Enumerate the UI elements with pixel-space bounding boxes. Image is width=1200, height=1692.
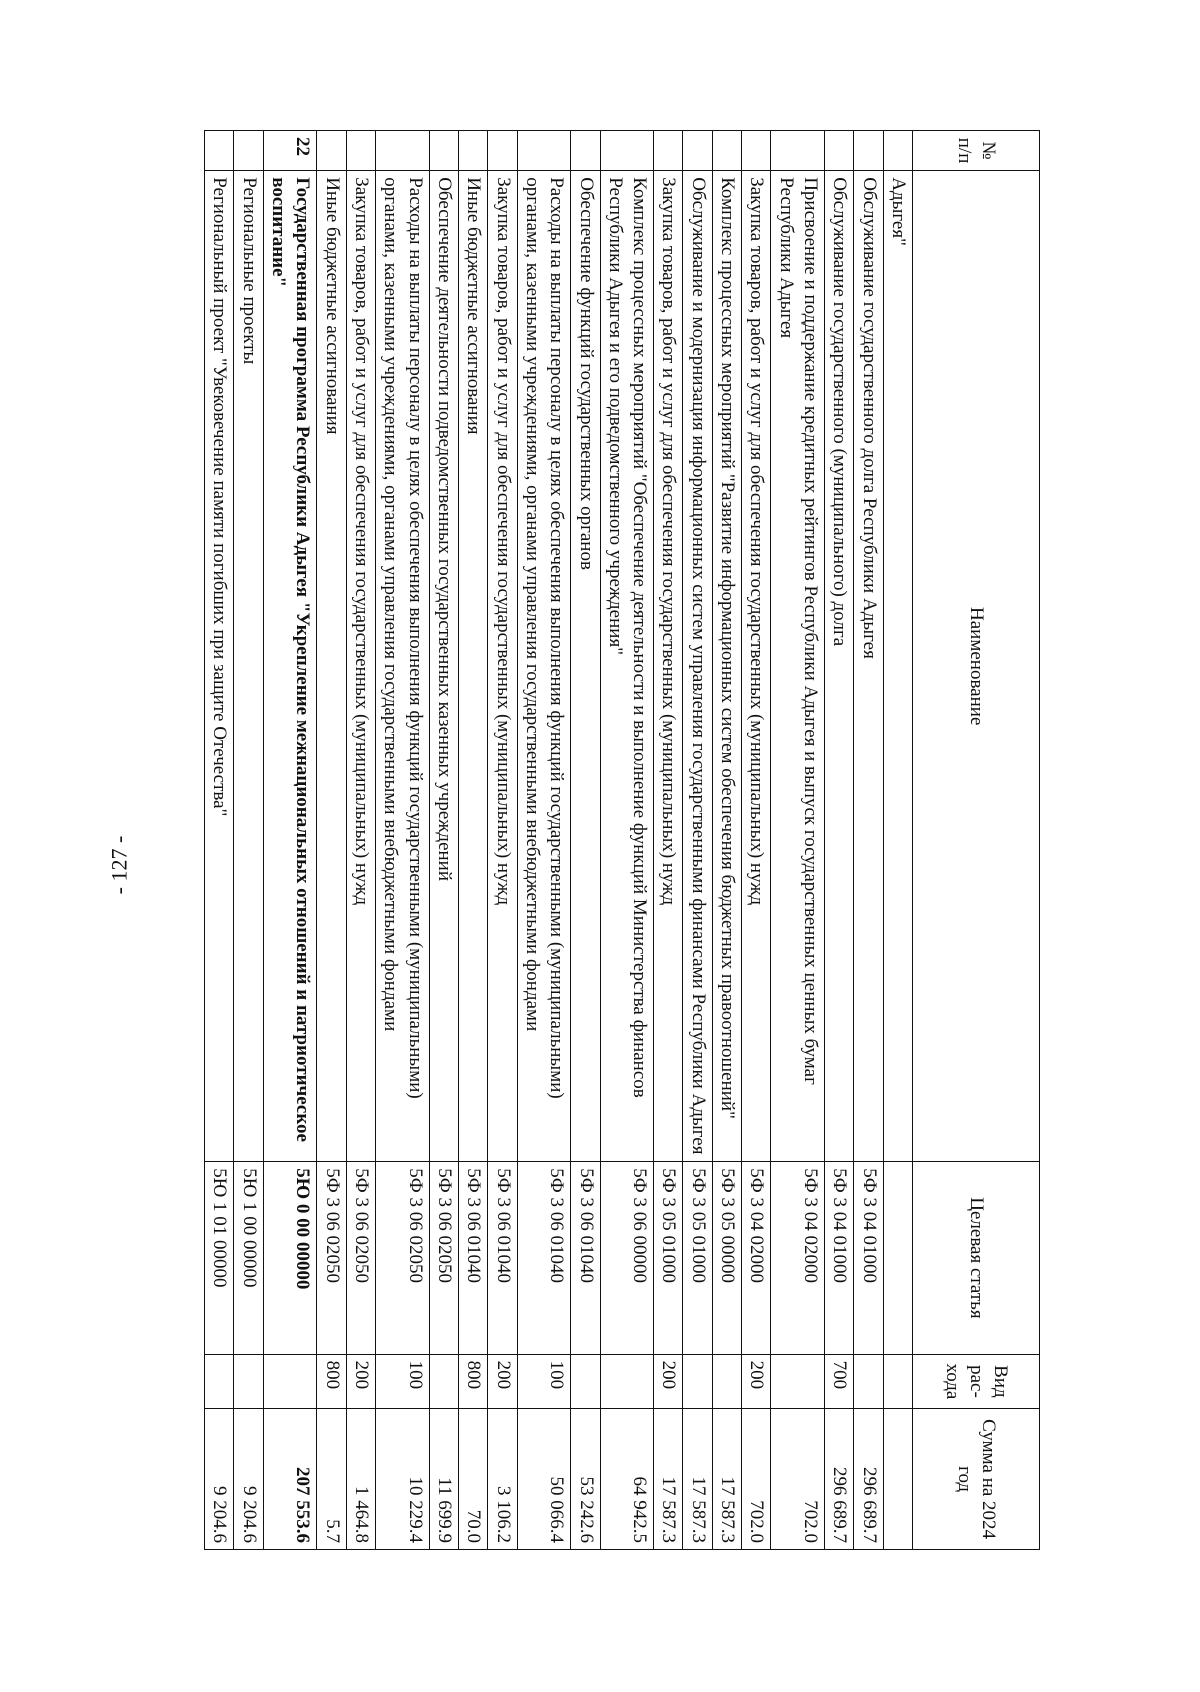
cell-target-code: 5Ф 3 06 02050 <box>346 1162 375 1354</box>
cell-target-code: 5Ф 3 06 01040 <box>488 1162 517 1354</box>
cell-name: Закупка товаров, работ и услуг для обеспечения государственных (муниципальных) нужд <box>654 171 683 1162</box>
cell-sum: 50 066.4 <box>517 1409 571 1550</box>
cell-target-code: 5Ю 1 01 00000 <box>205 1162 234 1354</box>
header-expense-kind: Вид рас-хода <box>913 1354 1040 1409</box>
cell-sum: 17 587.3 <box>654 1409 683 1550</box>
cell-name: Обеспечение деятельности подведомственных государственных казенных учреждений <box>429 171 458 1162</box>
cell-expense-kind: 200 <box>742 1354 771 1409</box>
cell-name: Обслуживание и модернизация информационных систем управления государственными финансами Республики Адыгея <box>683 171 712 1162</box>
cell-expense-kind <box>883 1354 912 1409</box>
header-target-code: Целевая статья <box>913 1162 1040 1354</box>
cell-target-code: 5Ю 1 00 00000 <box>234 1162 263 1354</box>
cell-expense-kind: 200 <box>654 1354 683 1409</box>
table-row <box>825 131 854 1550</box>
header-sum-2024: Сумма на 2024 год <box>913 1409 1040 1550</box>
table-row <box>346 131 375 1550</box>
cell-target-code: 5Ф 3 06 00000 <box>600 1162 654 1354</box>
cell-number <box>488 131 517 171</box>
cell-number <box>825 131 854 171</box>
cell-sum: 296 689.7 <box>825 1409 854 1550</box>
table-row <box>317 131 346 1550</box>
page-number: - 127 - <box>106 835 132 895</box>
cell-name: Закупка товаров, работ и услуг для обеспечения государственных (муниципальных) нужд <box>488 171 517 1162</box>
cell-number <box>205 131 234 171</box>
cell-expense-kind <box>771 1354 825 1409</box>
cell-sum: 70.0 <box>459 1409 488 1550</box>
header-name: Наименование <box>913 171 1040 1162</box>
budget-table <box>204 130 1040 1550</box>
table-body <box>205 131 913 1550</box>
cell-target-code: 5Ф 3 06 01040 <box>459 1162 488 1354</box>
cell-number <box>571 131 600 171</box>
cell-expense-kind <box>571 1354 600 1409</box>
cell-target-code: 5Ю 0 00 00000 <box>263 1162 317 1354</box>
table-row <box>263 131 317 1550</box>
cell-target-code: 5Ф 3 05 00000 <box>712 1162 741 1354</box>
table-row <box>683 131 712 1550</box>
cell-target-code: 5Ф 3 06 02050 <box>376 1162 430 1354</box>
cell-name: Иные бюджетные ассигнования <box>317 171 346 1162</box>
cell-number <box>517 131 571 171</box>
cell-expense-kind: 200 <box>488 1354 517 1409</box>
cell-number: 22 <box>263 131 317 171</box>
cell-sum: 10 229.4 <box>376 1409 430 1550</box>
cell-target-code <box>883 1162 912 1354</box>
cell-sum <box>883 1409 912 1550</box>
cell-expense-kind <box>683 1354 712 1409</box>
table-row <box>600 131 654 1550</box>
cell-name: Расходы на выплаты персоналу в целях обеспечения выполнения функций государственными (муниципальными) органами, казенными учреждениями, органами управления государственными внебюджетными фондами <box>376 171 430 1162</box>
cell-expense-kind: 100 <box>517 1354 571 1409</box>
cell-target-code: 5Ф 3 04 01000 <box>825 1162 854 1354</box>
header-number: № п/п <box>913 131 1040 171</box>
cell-target-code: 5Ф 3 06 02050 <box>317 1162 346 1354</box>
cell-name: Адыгея" <box>883 171 912 1162</box>
cell-target-code: 5Ф 3 04 01000 <box>854 1162 883 1354</box>
cell-expense-kind: 800 <box>459 1354 488 1409</box>
table-header-row <box>913 131 1040 1550</box>
table-row <box>654 131 683 1550</box>
cell-number <box>429 131 458 171</box>
cell-sum: 5.7 <box>317 1409 346 1550</box>
cell-expense-kind <box>263 1354 317 1409</box>
table-row <box>205 131 234 1550</box>
cell-name: Комплекс процессных мероприятий "Обеспечение деятельности и выполнение функций Министерства финансов Республики Адыгея и его подведомственного учреждения" <box>600 171 654 1162</box>
table-row <box>517 131 571 1550</box>
cell-name: Региональные проекты <box>234 171 263 1162</box>
cell-expense-kind <box>600 1354 654 1409</box>
cell-expense-kind: 800 <box>317 1354 346 1409</box>
cell-sum: 702.0 <box>771 1409 825 1550</box>
cell-sum: 53 242.6 <box>571 1409 600 1550</box>
table-row <box>742 131 771 1550</box>
cell-expense-kind <box>854 1354 883 1409</box>
table-row <box>488 131 517 1550</box>
table-row <box>376 131 430 1550</box>
cell-expense-kind <box>234 1354 263 1409</box>
cell-name: Закупка товаров, работ и услуг для обеспечения государственных (муниципальных) нужд <box>346 171 375 1162</box>
cell-sum: 207 553.6 <box>263 1409 317 1550</box>
cell-name: Комплекс процессных мероприятий "Развитие информационных систем обеспечения бюджетных правоотношений" <box>712 171 741 1162</box>
cell-number <box>771 131 825 171</box>
cell-name: Присвоение и поддержание кредитных рейтингов Республики Адыгея и выпуск государственных ценных бумаг Республики Адыгея <box>771 171 825 1162</box>
cell-expense-kind <box>429 1354 458 1409</box>
cell-number <box>883 131 912 171</box>
cell-sum: 9 204.6 <box>234 1409 263 1550</box>
cell-name: Расходы на выплаты персоналу в целях обеспечения выполнения функций государственными (муниципальными) органами, казенными учреждениями, органами управления государственными внебюджетными фондами <box>517 171 571 1162</box>
cell-sum: 3 106.2 <box>488 1409 517 1550</box>
cell-sum: 9 204.6 <box>205 1409 234 1550</box>
cell-target-code: 5Ф 3 04 02000 <box>742 1162 771 1354</box>
cell-number <box>234 131 263 171</box>
cell-target-code: 5Ф 3 04 02000 <box>771 1162 825 1354</box>
cell-expense-kind <box>712 1354 741 1409</box>
cell-sum: 17 587.3 <box>712 1409 741 1550</box>
table-row <box>771 131 825 1550</box>
cell-number <box>712 131 741 171</box>
cell-target-code: 5Ф 3 06 01040 <box>571 1162 600 1354</box>
cell-number <box>346 131 375 171</box>
cell-number <box>854 131 883 171</box>
cell-name: Государственная программа Республики Адыгея "Укрепление межнациональных отношений и патриотическое воспитание" <box>263 171 317 1162</box>
budget-table-frame <box>140 130 1040 1550</box>
cell-target-code: 5Ф 3 06 02050 <box>429 1162 458 1354</box>
cell-name: Закупка товаров, работ и услуг для обеспечения государственных (муниципальных) нужд <box>742 171 771 1162</box>
cell-number <box>742 131 771 171</box>
cell-sum: 702.0 <box>742 1409 771 1550</box>
cell-name: Иные бюджетные ассигнования <box>459 171 488 1162</box>
cell-sum: 17 587.3 <box>683 1409 712 1550</box>
cell-sum: 11 699.9 <box>429 1409 458 1550</box>
cell-target-code: 5Ф 3 05 01000 <box>683 1162 712 1354</box>
cell-number <box>654 131 683 171</box>
cell-name: Обслуживание государственного (муниципального) долга <box>825 171 854 1162</box>
table-row <box>571 131 600 1550</box>
cell-expense-kind: 200 <box>346 1354 375 1409</box>
cell-target-code: 5Ф 3 05 01000 <box>654 1162 683 1354</box>
cell-number <box>317 131 346 171</box>
cell-target-code: 5Ф 3 06 01040 <box>517 1162 571 1354</box>
table-row <box>712 131 741 1550</box>
table-row <box>854 131 883 1550</box>
cell-number <box>600 131 654 171</box>
cell-sum: 296 689.7 <box>854 1409 883 1550</box>
cell-number <box>459 131 488 171</box>
cell-expense-kind <box>205 1354 234 1409</box>
cell-number <box>683 131 712 171</box>
cell-name: Региональный проект "Увековечение памяти погибших при защите Отечества" <box>205 171 234 1162</box>
cell-sum: 64 942.5 <box>600 1409 654 1550</box>
table-row <box>234 131 263 1550</box>
cell-number <box>376 131 430 171</box>
cell-name: Обеспечение функций государственных органов <box>571 171 600 1162</box>
table-row <box>883 131 912 1550</box>
cell-sum: 1 464.8 <box>346 1409 375 1550</box>
table-row <box>459 131 488 1550</box>
cell-name: Обслуживание государственного долга Республики Адыгея <box>854 171 883 1162</box>
cell-expense-kind: 100 <box>376 1354 430 1409</box>
cell-expense-kind: 700 <box>825 1354 854 1409</box>
table-row <box>429 131 458 1550</box>
